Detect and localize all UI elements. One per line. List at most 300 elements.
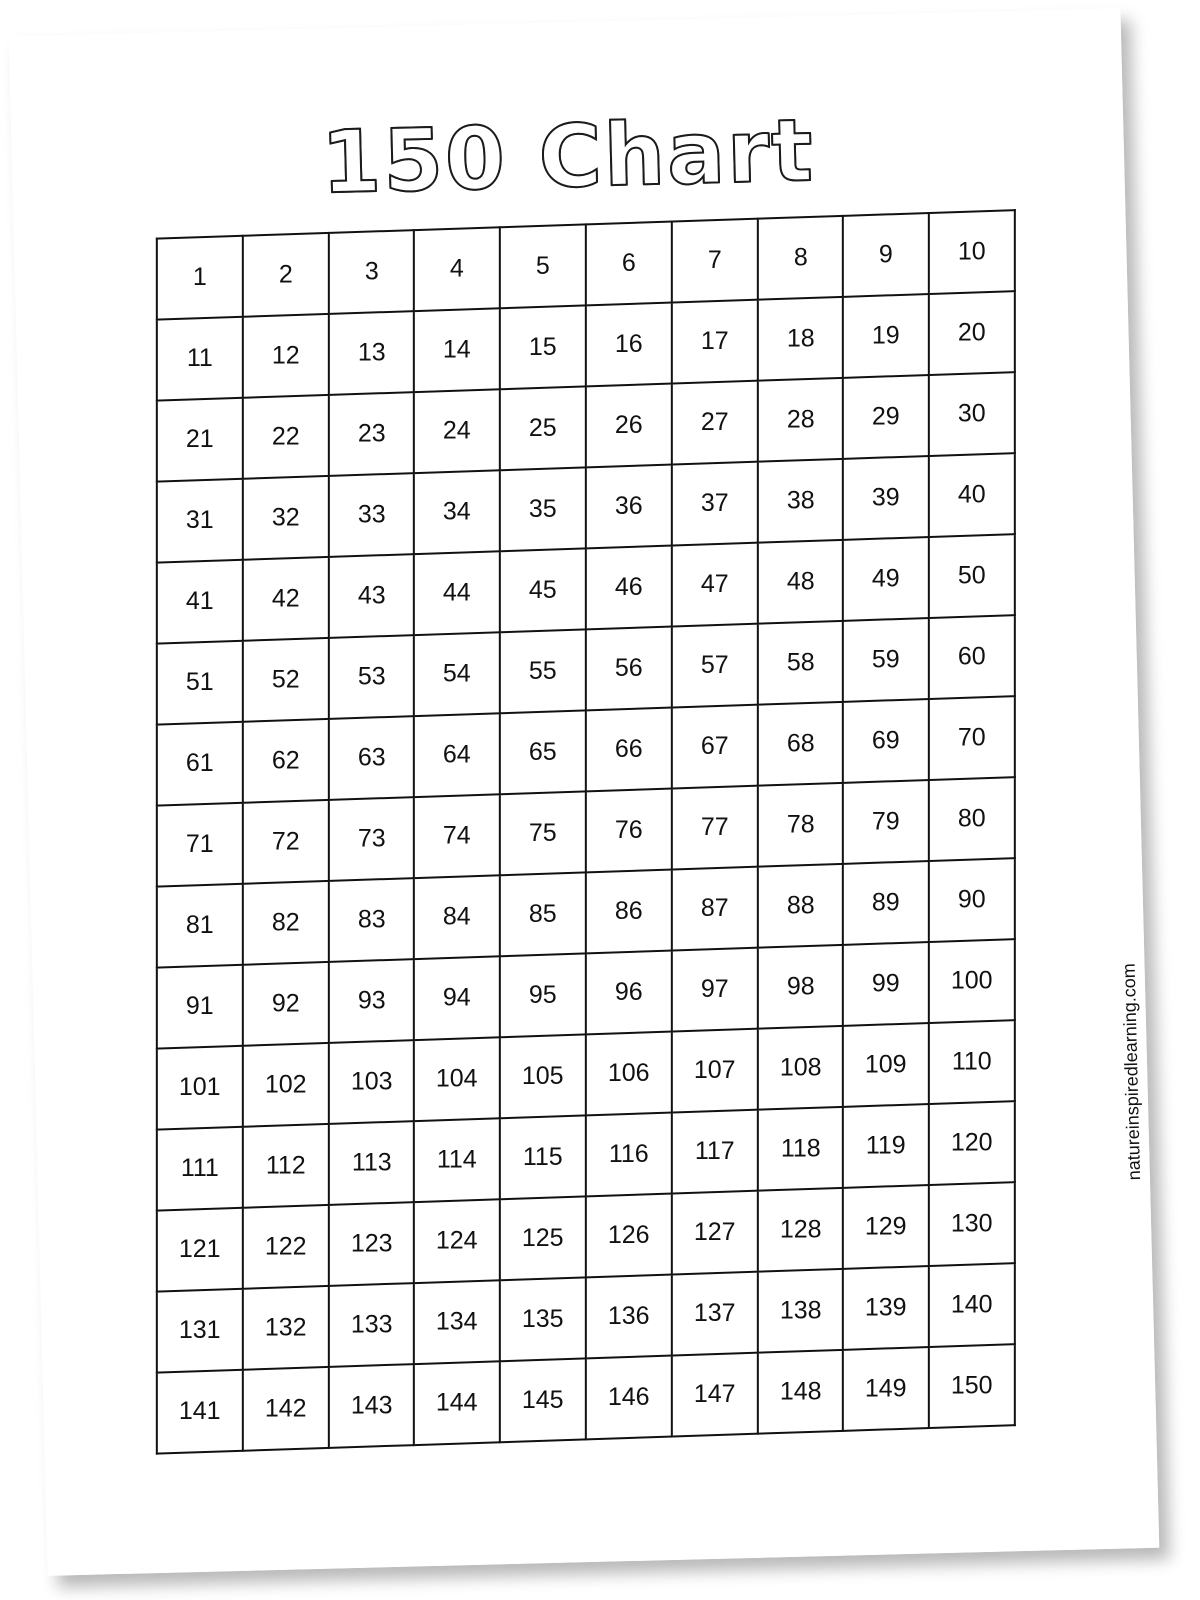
chart-cell xyxy=(157,398,243,482)
chart-cell xyxy=(672,1191,758,1275)
chart-cell-number: 37 xyxy=(700,489,729,518)
chart-cell-number: 62 xyxy=(271,746,300,775)
printable-sheet xyxy=(9,8,1160,1576)
chart-cell xyxy=(243,1124,329,1208)
chart-cell-number: 63 xyxy=(357,743,386,772)
chart-cell-number: 139 xyxy=(865,1293,907,1322)
chart-cell-number: 119 xyxy=(866,1131,907,1160)
chart-cell xyxy=(328,797,414,881)
chart-cell-number: 10 xyxy=(958,237,986,266)
chart-cell xyxy=(414,1037,500,1121)
chart-cell xyxy=(672,381,758,465)
chart-cell-number: 49 xyxy=(872,564,901,593)
chart-cell-number: 136 xyxy=(607,1301,650,1330)
chart-cell xyxy=(243,395,329,479)
chart-cell xyxy=(672,948,758,1032)
chart-cell-number: 122 xyxy=(264,1232,307,1261)
chart-cell-number: 92 xyxy=(271,989,300,1018)
chart-cell xyxy=(843,213,929,297)
chart-cell xyxy=(672,219,758,303)
chart-cell xyxy=(414,1361,500,1445)
chart-cell-number: 134 xyxy=(436,1307,478,1336)
number-chart xyxy=(156,216,1046,1426)
chart-cell xyxy=(929,858,1015,942)
chart-cell xyxy=(157,1046,243,1130)
chart-cell xyxy=(243,962,329,1046)
chart-cell xyxy=(586,546,672,630)
chart-cell xyxy=(414,470,500,554)
chart-cell xyxy=(243,314,329,398)
chart-cell xyxy=(328,1121,414,1205)
chart-cell xyxy=(757,945,843,1029)
chart-cell-number: 30 xyxy=(958,399,986,428)
chart-cell-number: 34 xyxy=(443,497,472,526)
chart-cell-number: 138 xyxy=(779,1296,822,1325)
chart-cell-number: 126 xyxy=(607,1220,650,1249)
chart-cell xyxy=(929,1263,1015,1347)
chart-cell-number: 12 xyxy=(271,341,300,370)
chart-cell xyxy=(672,462,758,546)
chart-cell xyxy=(328,716,414,800)
chart-cell-number: 91 xyxy=(185,992,214,1021)
chart-cell-number: 1 xyxy=(192,263,207,292)
chart-cell-number: 72 xyxy=(271,827,300,856)
chart-cell-number: 80 xyxy=(958,804,986,833)
chart-cell xyxy=(757,621,843,705)
chart-cell xyxy=(757,783,843,867)
chart-cell xyxy=(757,702,843,786)
chart-cell-number: 9 xyxy=(879,240,894,269)
chart-cell-number: 48 xyxy=(786,567,815,596)
chart-cell-number: 107 xyxy=(693,1056,736,1085)
chart-cell-number: 120 xyxy=(951,1128,993,1157)
chart-cell xyxy=(672,1110,758,1194)
chart-cell-number: 143 xyxy=(350,1391,393,1420)
chart-cell xyxy=(328,959,414,1043)
chart-cell xyxy=(672,1029,758,1113)
chart-cell-number: 125 xyxy=(522,1223,564,1252)
chart-cell-number: 42 xyxy=(271,584,300,613)
chart-cell xyxy=(586,384,672,468)
number-chart-body xyxy=(157,210,1015,1453)
chart-cell-number: 71 xyxy=(185,830,214,859)
chart-cell xyxy=(500,953,586,1037)
chart-cell-number: 67 xyxy=(700,732,729,761)
chart-cell-number: 106 xyxy=(607,1058,650,1087)
chart-cell-number: 82 xyxy=(271,908,300,937)
chart-cell-number: 59 xyxy=(872,645,901,674)
chart-cell-number: 17 xyxy=(700,327,729,356)
chart-cell-number: 100 xyxy=(951,966,993,995)
chart-cell xyxy=(929,1020,1015,1104)
chart-cell-number: 19 xyxy=(872,321,901,350)
chart-cell-number: 98 xyxy=(786,972,815,1001)
chart-cell xyxy=(757,1107,843,1191)
chart-cell xyxy=(757,378,843,462)
chart-cell xyxy=(929,1182,1015,1266)
chart-cell-number: 5 xyxy=(535,251,550,280)
chart-cell-number: 24 xyxy=(443,416,472,445)
chart-cell-number: 128 xyxy=(779,1215,822,1244)
chart-cell xyxy=(414,1118,500,1202)
chart-cell xyxy=(243,233,329,317)
chart-cell-number: 25 xyxy=(529,413,557,442)
chart-cell xyxy=(328,1040,414,1124)
chart-cell xyxy=(929,615,1015,699)
chart-cell-number: 75 xyxy=(529,818,557,847)
chart-cell xyxy=(586,1032,672,1116)
chart-cell xyxy=(586,1275,672,1359)
chart-cell xyxy=(672,1353,758,1437)
chart-cell-number: 40 xyxy=(958,480,986,509)
chart-cell-number: 97 xyxy=(700,975,729,1004)
chart-cell-number: 56 xyxy=(614,653,643,682)
chart-cell xyxy=(414,227,500,311)
chart-cell xyxy=(500,629,586,713)
chart-cell xyxy=(586,870,672,954)
chart-cell xyxy=(757,459,843,543)
chart-cell xyxy=(414,308,500,392)
chart-cell-number: 14 xyxy=(443,335,472,364)
chart-cell-number: 18 xyxy=(786,324,815,353)
chart-cell-number: 78 xyxy=(786,810,815,839)
chart-cell xyxy=(757,864,843,948)
chart-cell-number: 26 xyxy=(614,410,643,439)
chart-cell xyxy=(328,554,414,638)
chart-cell xyxy=(157,722,243,806)
chart-cell xyxy=(414,956,500,1040)
chart-cell-number: 127 xyxy=(693,1218,736,1247)
chart-cell xyxy=(328,392,414,476)
chart-cell-number: 44 xyxy=(443,578,472,607)
chart-cell xyxy=(500,1196,586,1280)
chart-cell xyxy=(157,1370,243,1454)
chart-cell-number: 53 xyxy=(357,662,386,691)
chart-cell xyxy=(414,1199,500,1283)
chart-cell-number: 2 xyxy=(278,260,293,289)
chart-cell xyxy=(414,1280,500,1364)
chart-cell-number: 76 xyxy=(614,815,643,844)
chart-cell xyxy=(328,230,414,314)
chart-cell-number: 99 xyxy=(872,969,901,998)
chart-cell xyxy=(328,878,414,962)
chart-cell xyxy=(243,638,329,722)
chart-cell-number: 13 xyxy=(357,338,386,367)
chart-cell-number: 22 xyxy=(271,422,300,451)
chart-cell xyxy=(500,710,586,794)
chart-cell-number: 16 xyxy=(614,329,643,358)
chart-cell xyxy=(672,705,758,789)
chart-cell xyxy=(929,372,1015,456)
chart-cell-number: 69 xyxy=(872,726,901,755)
chart-cell-number: 114 xyxy=(437,1145,478,1174)
chart-cell xyxy=(500,1358,586,1442)
chart-cell-number: 11 xyxy=(186,344,213,373)
chart-cell xyxy=(586,1194,672,1278)
chart-cell xyxy=(414,794,500,878)
chart-cell-number: 89 xyxy=(872,888,901,917)
chart-cell-number: 123 xyxy=(350,1229,393,1258)
chart-cell xyxy=(414,875,500,959)
chart-cell-number: 6 xyxy=(621,248,636,277)
chart-cell xyxy=(843,861,929,945)
chart-cell xyxy=(328,1202,414,1286)
chart-cell xyxy=(500,791,586,875)
chart-cell-number: 64 xyxy=(443,740,472,769)
chart-cell-number: 148 xyxy=(779,1377,822,1406)
chart-cell xyxy=(843,942,929,1026)
chart-cell-number: 15 xyxy=(529,332,557,361)
chart-cell xyxy=(843,294,929,378)
chart-cell xyxy=(929,210,1015,294)
chart-cell-number: 81 xyxy=(185,911,214,940)
chart-cell-number: 55 xyxy=(529,656,557,685)
chart-cell-number: 131 xyxy=(178,1316,221,1345)
chart-cell xyxy=(757,1269,843,1353)
chart-cell-number: 31 xyxy=(185,506,214,535)
chart-cell xyxy=(672,624,758,708)
chart-cell-number: 29 xyxy=(872,402,901,431)
chart-cell xyxy=(243,1286,329,1370)
chart-cell-number: 124 xyxy=(436,1226,478,1255)
chart-cell-number: 88 xyxy=(786,891,815,920)
chart-cell-number: 32 xyxy=(271,503,300,532)
chart-cell-number: 8 xyxy=(793,243,808,272)
chart-cell-number: 130 xyxy=(951,1209,993,1238)
chart-cell xyxy=(500,1277,586,1361)
chart-cell xyxy=(757,1188,843,1272)
chart-cell-number: 27 xyxy=(700,408,729,437)
chart-cell-number: 93 xyxy=(357,986,386,1015)
chart-cell xyxy=(757,1026,843,1110)
chart-cell xyxy=(414,551,500,635)
chart-cell xyxy=(586,465,672,549)
chart-cell-number: 112 xyxy=(265,1151,306,1180)
chart-cell-number: 73 xyxy=(357,824,386,853)
chart-cell xyxy=(500,548,586,632)
chart-cell xyxy=(414,632,500,716)
chart-cell xyxy=(243,719,329,803)
chart-cell-number: 137 xyxy=(693,1299,736,1328)
chart-cell xyxy=(929,1101,1015,1185)
chart-cell-number: 4 xyxy=(450,254,465,283)
chart-cell xyxy=(243,1043,329,1127)
chart-cell-number: 140 xyxy=(951,1290,993,1319)
chart-cell xyxy=(243,557,329,641)
chart-cell xyxy=(843,699,929,783)
chart-cell xyxy=(929,291,1015,375)
chart-cell xyxy=(328,311,414,395)
chart-cell-number: 85 xyxy=(529,899,557,928)
chart-cell-number: 51 xyxy=(185,668,214,697)
chart-cell xyxy=(929,1344,1015,1428)
chart-cell xyxy=(328,473,414,557)
chart-cell xyxy=(157,479,243,563)
chart-cell-number: 41 xyxy=(185,587,214,616)
chart-cell xyxy=(500,305,586,389)
chart-cell-number: 86 xyxy=(614,896,643,925)
chart-cell xyxy=(586,1113,672,1197)
chart-cell-number: 132 xyxy=(264,1313,307,1342)
chart-cell-number: 43 xyxy=(357,581,386,610)
chart-cell xyxy=(328,1364,414,1448)
chart-cell xyxy=(929,939,1015,1023)
chart-cell xyxy=(157,236,243,320)
chart-cell-number: 52 xyxy=(271,665,300,694)
chart-cell-number: 150 xyxy=(951,1371,993,1400)
chart-cell xyxy=(500,386,586,470)
chart-cell-number: 3 xyxy=(364,257,379,286)
chart-cell-number: 129 xyxy=(865,1212,907,1241)
chart-cell xyxy=(586,951,672,1035)
chart-cell xyxy=(157,1289,243,1373)
chart-cell-number: 109 xyxy=(865,1050,907,1079)
chart-cell-number: 90 xyxy=(958,885,986,914)
chart-cell xyxy=(157,1127,243,1211)
chart-cell-number: 39 xyxy=(872,483,901,512)
chart-cell-number: 110 xyxy=(951,1047,992,1076)
chart-cell xyxy=(929,534,1015,618)
chart-cell-number: 133 xyxy=(350,1310,393,1339)
chart-cell-number: 20 xyxy=(958,318,986,347)
chart-cell xyxy=(843,1185,929,1269)
chart-cell-number: 102 xyxy=(264,1070,307,1099)
chart-cell-number: 94 xyxy=(443,983,472,1012)
chart-cell-number: 142 xyxy=(264,1394,307,1423)
chart-cell xyxy=(586,1356,672,1440)
chart-cell-number: 46 xyxy=(614,572,643,601)
chart-cell-number: 101 xyxy=(178,1073,221,1102)
chart-cell-number: 145 xyxy=(522,1385,564,1414)
chart-cell xyxy=(672,543,758,627)
chart-cell-number: 141 xyxy=(178,1397,221,1426)
chart-cell-number: 117 xyxy=(694,1137,735,1166)
chart-cell xyxy=(500,872,586,956)
chart-cell xyxy=(157,560,243,644)
chart-cell xyxy=(157,641,243,725)
chart-cell xyxy=(843,1104,929,1188)
chart-cell xyxy=(157,803,243,887)
chart-cell xyxy=(672,1272,758,1356)
chart-cell xyxy=(843,456,929,540)
chart-cell xyxy=(328,1283,414,1367)
chart-cell-number: 47 xyxy=(700,570,729,599)
chart-cell-number: 79 xyxy=(872,807,901,836)
chart-cell-number: 35 xyxy=(529,494,557,523)
chart-cell xyxy=(757,540,843,624)
chart-cell-number: 103 xyxy=(350,1067,393,1096)
chart-cell xyxy=(843,1023,929,1107)
chart-cell-number: 104 xyxy=(436,1064,478,1093)
chart-cell xyxy=(929,777,1015,861)
chart-cell xyxy=(843,1347,929,1431)
number-chart-table xyxy=(156,209,1016,1455)
chart-cell xyxy=(929,696,1015,780)
chart-cell xyxy=(414,389,500,473)
chart-cell xyxy=(757,1350,843,1434)
chart-cell-number: 84 xyxy=(443,902,472,931)
chart-cell-number: 83 xyxy=(357,905,386,934)
chart-cell xyxy=(500,224,586,308)
chart-cell xyxy=(500,467,586,551)
chart-cell-number: 96 xyxy=(614,977,643,1006)
chart-cell-number: 65 xyxy=(529,737,557,766)
chart-cell xyxy=(157,1208,243,1292)
page-title: 150 Chart xyxy=(320,100,816,214)
chart-cell-number: 111 xyxy=(180,1154,219,1183)
chart-cell-number: 87 xyxy=(700,894,729,923)
chart-cell-number: 70 xyxy=(958,723,986,752)
chart-cell-number: 108 xyxy=(779,1053,822,1082)
chart-cell-number: 77 xyxy=(700,813,729,842)
chart-cell xyxy=(672,786,758,870)
chart-cell xyxy=(843,618,929,702)
chart-cell xyxy=(843,375,929,459)
chart-cell-number: 105 xyxy=(522,1061,564,1090)
chart-cell-number: 118 xyxy=(780,1134,821,1163)
chart-cell-number: 135 xyxy=(522,1304,564,1333)
chart-cell-number: 36 xyxy=(614,491,643,520)
chart-cell-number: 149 xyxy=(865,1374,907,1403)
chart-cell-number: 115 xyxy=(522,1142,563,1171)
chart-cell-number: 74 xyxy=(443,821,472,850)
chart-cell-number: 54 xyxy=(443,659,472,688)
chart-cell xyxy=(586,789,672,873)
chart-cell xyxy=(243,1205,329,1289)
chart-cell-number: 146 xyxy=(607,1382,650,1411)
chart-cell-number: 61 xyxy=(185,749,214,778)
chart-cell xyxy=(243,800,329,884)
chart-cell-number: 57 xyxy=(700,651,729,680)
chart-cell xyxy=(672,867,758,951)
chart-cell-number: 113 xyxy=(351,1148,392,1177)
chart-cell-number: 116 xyxy=(608,1139,649,1168)
page-surface xyxy=(9,8,1160,1576)
chart-cell xyxy=(586,303,672,387)
chart-cell xyxy=(243,476,329,560)
chart-cell xyxy=(672,300,758,384)
chart-cell xyxy=(500,1034,586,1118)
chart-cell xyxy=(843,537,929,621)
chart-cell-number: 58 xyxy=(786,648,815,677)
chart-cell-number: 147 xyxy=(693,1380,736,1409)
chart-cell xyxy=(157,884,243,968)
chart-cell-number: 28 xyxy=(786,405,815,434)
chart-cell xyxy=(757,216,843,300)
chart-cell-number: 95 xyxy=(529,980,557,1009)
chart-cell xyxy=(157,317,243,401)
chart-cell-number: 45 xyxy=(529,575,557,604)
chart-cell xyxy=(586,222,672,306)
chart-cell-number: 144 xyxy=(436,1388,478,1417)
chart-cell-number: 23 xyxy=(357,419,386,448)
chart-cell-number: 60 xyxy=(958,642,986,671)
chart-cell-number: 50 xyxy=(958,561,986,590)
chart-cell xyxy=(328,635,414,719)
chart-cell-number: 68 xyxy=(786,729,815,758)
chart-cell xyxy=(757,297,843,381)
chart-cell xyxy=(586,627,672,711)
chart-cell xyxy=(243,1367,329,1451)
chart-cell xyxy=(843,780,929,864)
chart-cell-number: 33 xyxy=(357,500,386,529)
chart-cell-number: 7 xyxy=(707,246,722,275)
chart-cell-number: 121 xyxy=(178,1235,221,1264)
chart-cell xyxy=(929,453,1015,537)
chart-cell xyxy=(157,965,243,1049)
chart-cell-number: 66 xyxy=(614,734,643,763)
chart-cell xyxy=(414,713,500,797)
